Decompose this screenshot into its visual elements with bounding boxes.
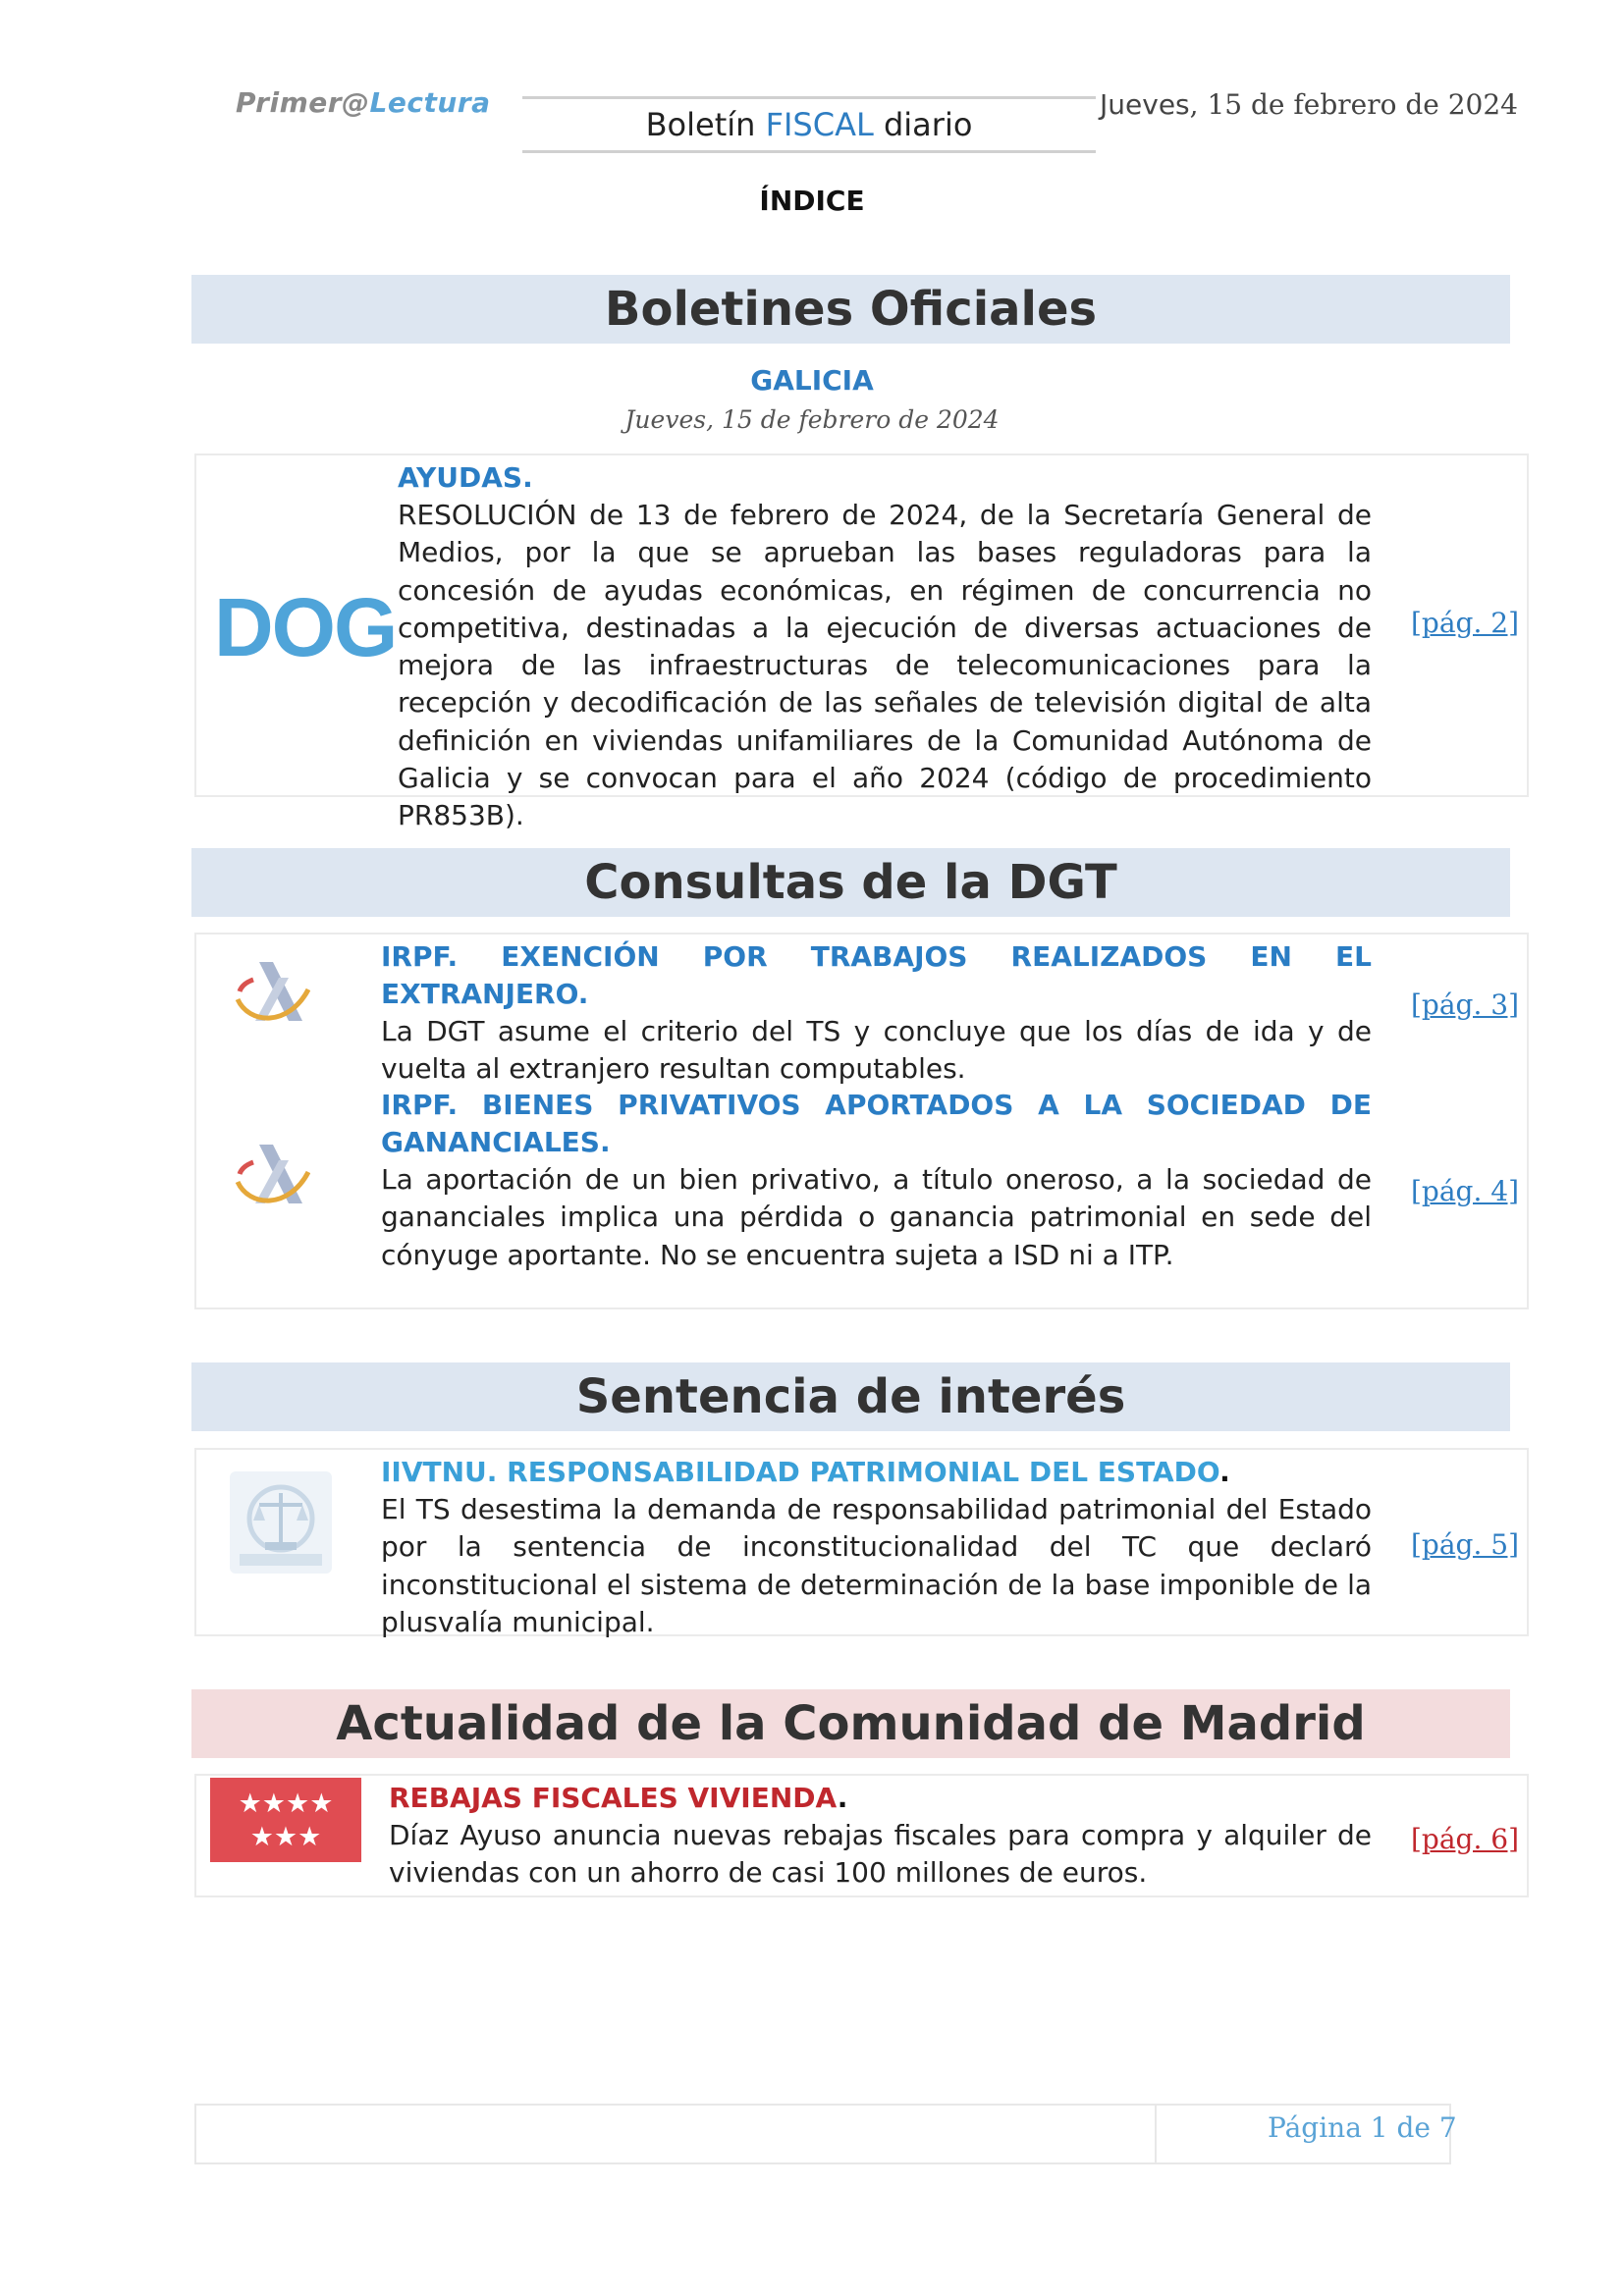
entry-title: IRPF. EXENCIÓN POR TRABAJOS REALIZADOS EN EL EXTRANJERO. [381, 940, 1372, 1010]
entry-box-madrid [194, 1774, 1529, 1897]
brand-part1: Primer@ [236, 86, 370, 119]
entry-title-dot: . [1219, 1456, 1230, 1488]
section-bar-dgt: Consultas de la DGT [191, 848, 1510, 917]
index-heading: ÍNDICE [759, 185, 865, 217]
section-bar-boletines: Boletines Oficiales [191, 275, 1510, 344]
entry-box-sentencia [194, 1448, 1529, 1636]
bulletin-title-post: diario [873, 106, 973, 143]
page-link-5[interactable]: [pág. 5] [1411, 1528, 1520, 1561]
region-heading: GALICIA [750, 364, 874, 397]
entry-title: AYUDAS. [398, 461, 533, 494]
entry-content-dgt-2 [381, 1087, 1372, 1274]
aeat-logo-icon [232, 1139, 310, 1209]
entry-box-dgt [194, 933, 1529, 1309]
flag-stars-row2: ★★★ [249, 1822, 322, 1852]
entry-text: La DGT asume el criterio del TS y concluye que los días de ida y de vuelta al extranjero resultan computables. [381, 1015, 1372, 1086]
header-date [1100, 88, 1518, 121]
entry-text: La aportación de un bien privativo, a título oneroso, a la sociedad de gananciales implica una pérdida o ganancia patrimonial en sede del cónyuge aportante. No se encuentra sujeta a ISD ni a ITP. [381, 1163, 1372, 1271]
entry-content-madrid [389, 1780, 1372, 1893]
brand-part2: Lectura [369, 86, 491, 119]
entry-title [389, 1780, 1372, 1817]
entry-content-dgt-1 [381, 938, 1372, 1089]
entry-text: El TS desestima la demanda de responsabilidad patrimonial del Estado por la sentencia de inconstitucionalidad del TC que declaró inconstitucional el sistema de determinación de la base imponible de la plusvalía municipal. [381, 1493, 1372, 1638]
bulletin-title [522, 96, 1096, 153]
entry-title: IRPF. BIENES PRIVATIVOS APORTADOS A LA SOCIEDAD DE GANANCIALES. [381, 1089, 1372, 1158]
header-date-weekday: Jueves [1100, 88, 1190, 121]
flag-stars-row1: ★★★★ [238, 1789, 334, 1819]
entry-box-boletines [194, 454, 1529, 832]
page-link-6[interactable]: [pág. 6] [1411, 1823, 1520, 1855]
page-link-2[interactable]: [pág. 2] [1411, 607, 1520, 639]
footer-divider [1155, 2104, 1157, 2164]
entry-text: Díaz Ayuso anuncia nuevas rebajas fiscales para compra y alquiler de viviendas con un ahorro de casi 100 millones de euros. [389, 1819, 1372, 1890]
footer-box [194, 2104, 1451, 2164]
entry-title [381, 1454, 1372, 1491]
entry-text: RESOLUCIÓN de 13 de febrero de 2024, de la Secretaría General de Medios, por la que se aprueban las bases reguladoras para la concesión de ayudas económicas, en régimen de concurrencia no competitiva, destinadas a la ejecución de diversas actuaciones de mejora de las infraestructuras de telecomunicaciones para la recepción y decodificación de las señales de televisión digital de alta definición en viviendas unifamiliares de la Comunidad Autónoma de Galicia y se convocan para el año 2024 (código de procedimiento PR853B). [398, 499, 1372, 832]
page-number: Página 1 de 7 [1268, 2111, 1457, 2144]
brand-logo [236, 86, 491, 119]
header-date-rest: , 15 de febrero de 2024 [1189, 88, 1518, 121]
entry-title-text: IIVTNU. RESPONSABILIDAD PATRIMONIAL DEL ESTADO [381, 1456, 1220, 1488]
dog-logo-icon: DOG [214, 581, 397, 673]
section-bar-sentencia: Sentencia de interés [191, 1362, 1510, 1431]
madrid-flag-icon [210, 1778, 361, 1862]
aeat-logo-icon [232, 956, 310, 1027]
scales-of-justice-icon [230, 1471, 332, 1574]
bulletin-title-fiscal: FISCAL [765, 106, 874, 143]
page-link-3[interactable]: [pág. 3] [1411, 988, 1520, 1021]
section-bar-madrid: Actualidad de la Comunidad de Madrid [191, 1689, 1510, 1758]
entry-title-text: REBAJAS FISCALES VIVIENDA [389, 1782, 838, 1814]
entry-content-sentencia [381, 1454, 1372, 1641]
page-link-4[interactable]: [pág. 4] [1411, 1175, 1520, 1207]
entry-content [398, 459, 1372, 835]
entry-title-dot: . [837, 1782, 848, 1814]
region-date: Jueves, 15 de febrero de 2024 [624, 405, 1000, 434]
bulletin-title-pre: Boletín [645, 106, 766, 143]
